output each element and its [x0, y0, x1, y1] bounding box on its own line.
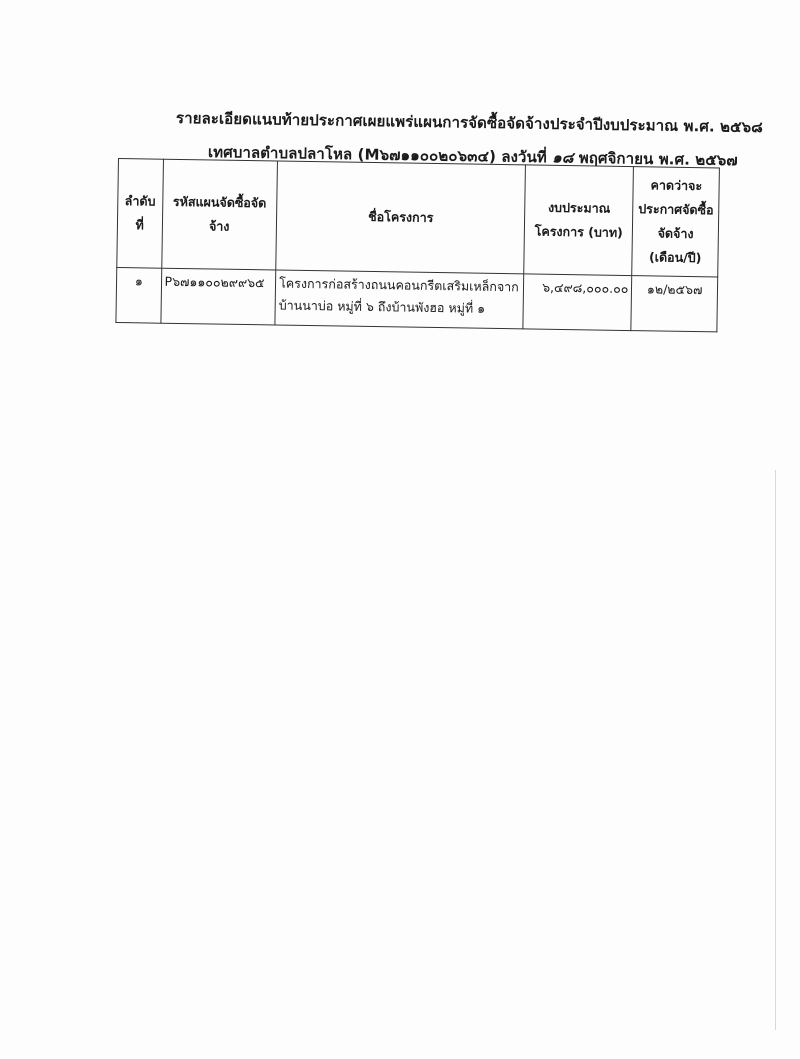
procurement-table	[115, 158, 720, 332]
cell-name: โครงการก่อสร้างถนนคอนกรีตเสริมเหล็กจากบ้านนาบ่อ หมู่ที่ ๖ ถึงบ้านพังฮอ หมู่ที่ ๑	[275, 270, 524, 329]
cell-no: ๑	[116, 267, 161, 323]
subtitle-suffix: พฤศจิกายน พ.ศ. ๒๕๖๗	[578, 148, 738, 170]
document-title: รายละเอียดแนบท้ายประกาศเผยแพร่แผนการจัดซื้อจัดจ้างประจำปีงบประมาณ พ.ศ. ๒๕๖๘	[175, 109, 763, 137]
subtitle-prefix: เทศบาลตำบลปลาโหล (M๖๗๑๑๐๐๒๐๖๓๔) ลงวันที่	[207, 143, 548, 167]
header-budget: งบประมาณโครงการ (บาท)	[524, 165, 634, 276]
header-no: ลำดับที่	[117, 159, 163, 269]
header-month: คาดว่าจะประกาศจัดซื้อจัดจ้าง (เดือน/ปี)	[632, 167, 719, 277]
header-code: รหัสแผนจัดซื้อจัดจ้าง	[161, 159, 277, 270]
table-header-row	[117, 159, 720, 277]
handwritten-day: ๑๘	[552, 148, 574, 167]
table-row	[116, 267, 718, 331]
cell-budget: ๖,๔๙๘,๐๐๐.๐๐	[523, 274, 632, 331]
scan-edge-line	[775, 470, 776, 1030]
cell-code: P๖๗๑๑๐๐๒๙๙๖๕	[160, 268, 275, 325]
cell-month: ๑๒/๒๕๖๗	[631, 276, 717, 332]
header-name: ชื่อโครงการ	[276, 161, 526, 274]
procurement-table-wrapper	[115, 158, 720, 332]
